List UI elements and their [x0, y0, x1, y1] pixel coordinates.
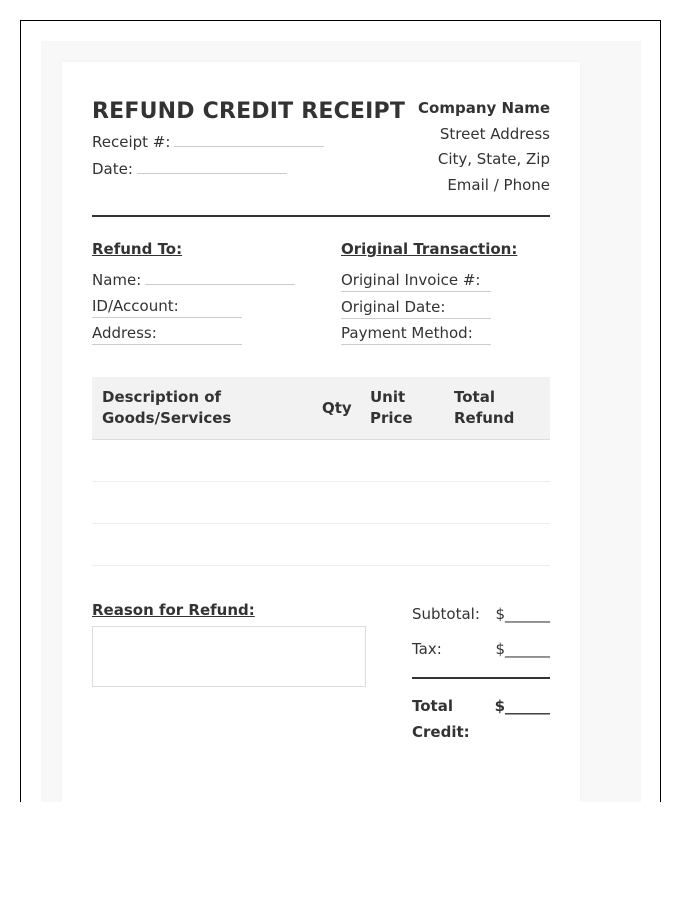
table-row[interactable] [92, 524, 550, 566]
refund-address-field[interactable] [92, 323, 242, 345]
table-header [92, 377, 550, 440]
original-invoice-label: Original Invoice #: [341, 271, 481, 289]
refund-name-label: Name: [92, 271, 142, 289]
header-total-refund-line1: Total [454, 388, 495, 406]
tax-label: Tax: [412, 640, 442, 658]
company-name: Company Name [418, 99, 550, 117]
payment-method-field[interactable] [341, 323, 491, 345]
original-invoice-field[interactable] [341, 270, 491, 292]
original-transaction-heading: Original Transaction: [341, 240, 518, 258]
header-description [102, 387, 231, 429]
date-field[interactable] [137, 161, 287, 174]
header-unit-price [370, 387, 413, 429]
company-block [418, 96, 550, 198]
reason-heading: Reason for Refund: [92, 601, 255, 619]
items-table [92, 377, 550, 566]
original-date-field[interactable] [341, 297, 491, 319]
totals-divider [412, 677, 550, 679]
header-total-refund-line2: Refund [454, 409, 515, 427]
receipt-number-line [92, 133, 324, 151]
total-credit-label-line1: Total [412, 697, 453, 715]
receipt-number-field[interactable] [174, 134, 324, 147]
payment-method-label: Payment Method: [341, 324, 473, 342]
subtotal-value[interactable]: $______ [495, 605, 550, 623]
company-street: Street Address [439, 124, 550, 143]
header-description-line1: Description of [102, 388, 222, 406]
header-unit-price-line2: Price [370, 409, 413, 427]
refund-id-field[interactable] [92, 296, 242, 318]
subtotal-label: Subtotal: [412, 605, 480, 623]
date-label: Date: [92, 160, 133, 178]
total-credit-label-line2: Credit: [412, 723, 470, 741]
total-credit-label [412, 693, 470, 745]
receipt-paper [62, 62, 580, 802]
date-line [92, 160, 287, 178]
company-contact: Email / Phone [447, 175, 550, 194]
tax-value[interactable]: $______ [495, 640, 550, 658]
company-city: City, State, Zip [437, 150, 550, 168]
table-row[interactable] [92, 482, 550, 524]
header-description-line2: Goods/Services [102, 409, 232, 427]
header-total-refund [454, 387, 514, 429]
refund-to-heading: Refund To: [92, 240, 183, 258]
refund-name-line [92, 270, 295, 291]
refund-name-field[interactable] [145, 270, 295, 285]
refund-address-label: Address: [92, 324, 157, 342]
receipt-number-label: Receipt #: [92, 133, 171, 151]
header-divider [92, 215, 550, 217]
document-frame [20, 20, 661, 802]
table-row[interactable] [92, 440, 550, 482]
header-unit-price-line1: Unit [370, 388, 406, 406]
original-date-label: Original Date: [341, 298, 446, 316]
reason-textbox[interactable] [92, 626, 366, 687]
refund-id-label: ID/Account: [92, 297, 179, 315]
total-credit-value[interactable]: $______ [494, 697, 550, 715]
header-qty: Qty [322, 399, 352, 417]
receipt-title: REFUND CREDIT RECEIPT [92, 99, 406, 124]
